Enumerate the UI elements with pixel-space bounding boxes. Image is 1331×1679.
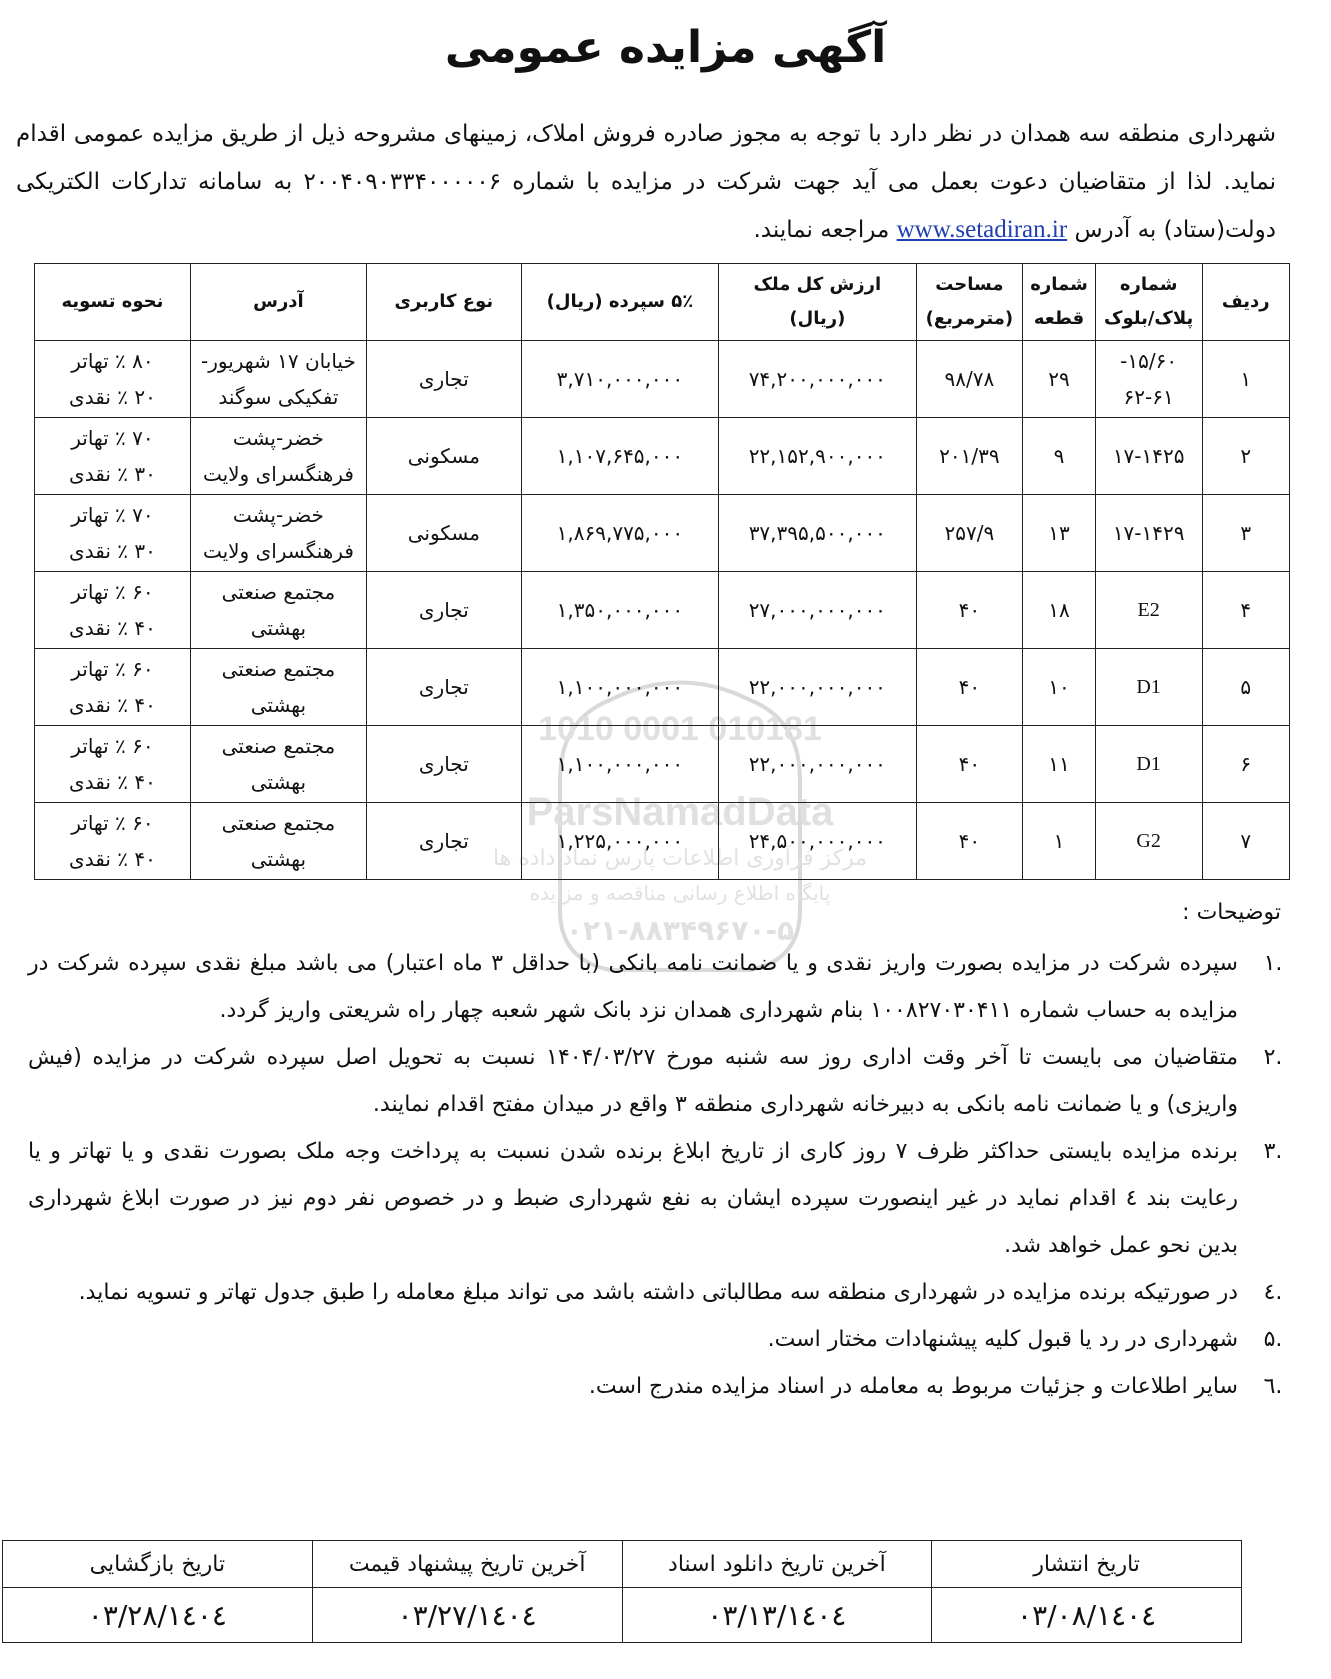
settle-cash: ۴۰ ٪ نقدی (69, 693, 156, 717)
page-title: آگهی مزایده عمومی (444, 22, 887, 73)
cell-row: ۴ (1202, 572, 1290, 649)
cell-address: مجتمع صنعتی بهشتی (190, 803, 366, 880)
cell-area: ۴۰ (916, 803, 1023, 880)
note-text: متقاضیان می بایست تا آخر وقت اداری روز سه شنبه مورخ ۱۴۰۴/۰۳/۲۷ نسبت به تحویل اصل سپرده شرکت در مزایده (فیش واریزی) و یا ضمانت نامه بانکی به دبیرخانه شهرداری منطقه ۳ واقع در میدان مفتح اقدام نمایند. (28, 1045, 1238, 1117)
date-label-opening: تاریخ بازگشایی (3, 1541, 313, 1588)
header-settle: نحوه تسویه (35, 264, 191, 341)
date-value-bid: ۱٤۰٤/۰۳/۲۷ (312, 1588, 622, 1643)
settle-barter: ۷۰ ٪ تهاتر (71, 503, 154, 527)
table-row (35, 803, 1290, 880)
dates-values-row (3, 1588, 1242, 1643)
intro-text: شهرداری منطقه سه همدان در نظر دارد با توجه به مجوز صادره فروش املاک، زمینهای مشروحه ذیل از طریق مزایده عمومی اقدام نماید. لذا از متقاضیان دعوت بعمل می آید جهت شرکت در مزایده با شماره ۲۰۰۴۰۹۰۳۳۴۰۰۰۰۰۶ به سامانه تدارکات الکتریکی دولت(ستاد) به آدرس (16, 121, 1276, 243)
date-label-bid: آخرین تاریخ پیشنهاد قیمت (312, 1541, 622, 1588)
note-text: شهرداری در رد یا قبول کلیه پیشنهادات مختار است. (767, 1327, 1238, 1352)
cell-value: ۲۲,۰۰۰,۰۰۰,۰۰۰ (719, 726, 916, 803)
cell-row: ۲ (1202, 418, 1290, 495)
header-qate: شماره قطعه (1023, 264, 1096, 341)
settle-cash: ۴۰ ٪ نقدی (69, 770, 156, 794)
cell-deposit: ۱,۱۰۰,۰۰۰,۰۰۰ (521, 726, 718, 803)
note-text: سپرده شرکت در مزایده بصورت واریز نقدی و یا ضمانت نامه بانکی (با حداقل ۳ ماه اعتبار) می باشد مبلغ نقدی سپرده شرکت در مزایده به حساب شماره ۱۰۰۸۲۷۰۳۰۴۱۱ بنام شهرداری همدان نزد بانک شهر شعبه چهار راه شریعتی واریز گردد. (28, 951, 1238, 1023)
header-row: ردیف (1202, 264, 1290, 341)
cell-value: ۷۴,۲۰۰,۰۰۰,۰۰۰ (719, 341, 916, 418)
note-item (28, 1316, 1293, 1363)
date-value-download: ۱٤۰٤/۰۳/۱۳ (622, 1588, 932, 1643)
cell-area: ۴۰ (916, 649, 1023, 726)
cell-settle (35, 803, 191, 880)
cell-address: خضر-پشت فرهنگسرای ولایت (190, 495, 366, 572)
note-item (28, 940, 1293, 1034)
cell-value: ۲۴,۵۰۰,۰۰۰,۰۰۰ (719, 803, 916, 880)
cell-deposit: ۱,۲۲۵,۰۰۰,۰۰۰ (521, 803, 718, 880)
cell-qate: ۱۰ (1023, 649, 1096, 726)
note-number: .۲ (1263, 1045, 1283, 1070)
notes-list (28, 940, 1293, 1410)
table-row (35, 341, 1290, 418)
cell-deposit: ۱,۱۰۰,۰۰۰,۰۰۰ (521, 649, 718, 726)
cell-plak: D1 (1095, 726, 1202, 803)
settle-cash: ۲۰ ٪ نقدی (69, 385, 156, 409)
watermark-line1: مرکز فرآوری اطلاعات پارس نماد داده ها (492, 846, 868, 871)
cell-settle (35, 418, 191, 495)
cell-row: ۷ (1202, 803, 1290, 880)
cell-qate: ۱۱ (1023, 726, 1096, 803)
cell-value: ۲۷,۰۰۰,۰۰۰,۰۰۰ (719, 572, 916, 649)
cell-usage: تجاری (366, 803, 521, 880)
note-text: سایر اطلاعات و جزئیات مربوط به معامله در اسناد مزایده مندرج است. (588, 1374, 1238, 1399)
cell-plak: ۱۷-۱۴۲۹ (1095, 495, 1202, 572)
cell-value: ۲۲,۱۵۲,۹۰۰,۰۰۰ (719, 418, 916, 495)
notes-title: توضیحات : (1182, 900, 1281, 925)
cell-usage: تجاری (366, 726, 521, 803)
cell-qate: ۹ (1023, 418, 1096, 495)
cell-usage: تجاری (366, 649, 521, 726)
cell-usage: تجاری (366, 572, 521, 649)
date-value-opening: ۱٤۰٤/۰۳/۲۸ (3, 1588, 313, 1643)
cell-settle (35, 649, 191, 726)
note-number: .٤ (1263, 1280, 1283, 1305)
cell-plak: ۱۵/۶۰- ۶۲-۶۱ (1095, 341, 1202, 418)
note-item (28, 1363, 1293, 1410)
header-value: ارزش کل ملک (ریال) (719, 264, 916, 341)
cell-value: ۳۷,۳۹۵,۵۰۰,۰۰۰ (719, 495, 916, 572)
table-row (35, 495, 1290, 572)
cell-area: ۴۰ (916, 726, 1023, 803)
settle-barter: ۶۰ ٪ تهاتر (71, 734, 154, 758)
cell-settle (35, 495, 191, 572)
cell-usage: تجاری (366, 341, 521, 418)
note-item (28, 1269, 1293, 1316)
cell-area: ۹۸/۷۸ (916, 341, 1023, 418)
intro-paragraph (16, 110, 1276, 254)
date-label-publish: تاریخ انتشار (932, 1541, 1242, 1588)
cell-usage: مسکونی (366, 495, 521, 572)
cell-qate: ۱۸ (1023, 572, 1096, 649)
table-row (35, 572, 1290, 649)
note-item (28, 1034, 1293, 1128)
cell-address: مجتمع صنعتی بهشتی (190, 572, 366, 649)
cell-plak: D1 (1095, 649, 1202, 726)
settle-barter: ۶۰ ٪ تهاتر (71, 811, 154, 835)
cell-deposit: ۳,۷۱۰,۰۰۰,۰۰۰ (521, 341, 718, 418)
settle-barter: ۶۰ ٪ تهاتر (71, 580, 154, 604)
note-text: در صورتیکه برنده مزایده در شهرداری منطقه سه مطالباتی داشته باشد می تواند مبلغ معامله را طبق جدول تهاتر و تسویه نماید. (78, 1280, 1238, 1305)
cell-qate: ۱ (1023, 803, 1096, 880)
cell-settle (35, 726, 191, 803)
cell-area: ۲۰۱/۳۹ (916, 418, 1023, 495)
watermark-brand: ParsNamadData (526, 790, 834, 834)
dates-labels-row (3, 1541, 1242, 1588)
setad-link[interactable]: www.setadiran.ir (896, 216, 1068, 243)
cell-plak: ۱۷-۱۴۲۵ (1095, 418, 1202, 495)
cell-plak: E2 (1095, 572, 1202, 649)
header-address: آدرس (190, 264, 366, 341)
settle-cash: ۳۰ ٪ نقدی (69, 462, 156, 486)
settle-cash: ۳۰ ٪ نقدی (69, 539, 156, 563)
note-number: .۱ (1263, 951, 1283, 976)
table-row (35, 726, 1290, 803)
date-label-download: آخرین تاریخ دانلود اسناد (622, 1541, 932, 1588)
cell-deposit: ۱,۱۰۷,۶۴۵,۰۰۰ (521, 418, 718, 495)
table-row (35, 649, 1290, 726)
cell-address: خضر-پشت فرهنگسرای ولایت (190, 418, 366, 495)
settle-barter: ۶۰ ٪ تهاتر (71, 657, 154, 681)
cell-address: خیابان ۱۷ شهریور- تفکیکی سوگند (190, 341, 366, 418)
settle-cash: ۴۰ ٪ نقدی (69, 847, 156, 871)
dates-table (2, 1540, 1242, 1643)
cell-settle (35, 341, 191, 418)
settle-barter: ۸۰ ٪ تهاتر (71, 349, 154, 373)
note-text: برنده مزایده بایستی حداکثر ظرف ۷ روز کاری از تاریخ ابلاغ برنده شدن نسبت به پرداخت وجه ملک بصورت نقدی و یا تهاتر و یا رعایت بند ٤ اقدام نماید در غیر اینصورت سپرده ایشان به نفع شهرداری ضبط و در خصوص نفر دوم نیز در صورت ابلاغ شهرداری بدین نحو عمل خواهد شد. (28, 1139, 1238, 1258)
note-item (28, 1128, 1293, 1269)
header-plak: شماره پلاک/بلوک (1095, 264, 1202, 341)
cell-address: مجتمع صنعتی بهشتی (190, 649, 366, 726)
cell-row: ۶ (1202, 726, 1290, 803)
intro-tail: مراجعه نمایند. (753, 217, 890, 243)
cell-usage: مسکونی (366, 418, 521, 495)
cell-address: مجتمع صنعتی بهشتی (190, 726, 366, 803)
cell-deposit: ۱,۸۶۹,۷۷۵,۰۰۰ (521, 495, 718, 572)
watermark-digits: 010181 0001 1010 (538, 710, 822, 748)
settle-cash: ۴۰ ٪ نقدی (69, 616, 156, 640)
cell-area: ۲۵۷/۹ (916, 495, 1023, 572)
cell-qate: ۲۹ (1023, 341, 1096, 418)
properties-table (34, 263, 1290, 880)
note-number: .۵ (1263, 1327, 1283, 1352)
table-header-row (35, 264, 1290, 341)
cell-row: ۵ (1202, 649, 1290, 726)
settle-barter: ۷۰ ٪ تهاتر (71, 426, 154, 450)
cell-plak: G2 (1095, 803, 1202, 880)
cell-area: ۴۰ (916, 572, 1023, 649)
cell-value: ۲۲,۰۰۰,۰۰۰,۰۰۰ (719, 649, 916, 726)
cell-row: ۳ (1202, 495, 1290, 572)
header-usage: نوع کاربری (366, 264, 521, 341)
watermark-line2: پایگاه اطلاع رسانی مناقصه و مزایده (529, 881, 831, 905)
note-number: .۳ (1263, 1139, 1283, 1164)
table-row (35, 418, 1290, 495)
cell-settle (35, 572, 191, 649)
header-area: مساحت (مترمربع) (916, 264, 1023, 341)
cell-deposit: ۱,۳۵۰,۰۰۰,۰۰۰ (521, 572, 718, 649)
note-number: .٦ (1263, 1374, 1283, 1399)
date-value-publish: ۱٤۰٤/۰۳/۰۸ (932, 1588, 1242, 1643)
header-deposit: ۵٪ سپرده (ریال) (521, 264, 718, 341)
cell-row: ۱ (1202, 341, 1290, 418)
cell-qate: ۱۳ (1023, 495, 1096, 572)
watermark-phone: ۰۲۱-۸۸۳۴۹۶۷۰-۵ (565, 914, 795, 947)
